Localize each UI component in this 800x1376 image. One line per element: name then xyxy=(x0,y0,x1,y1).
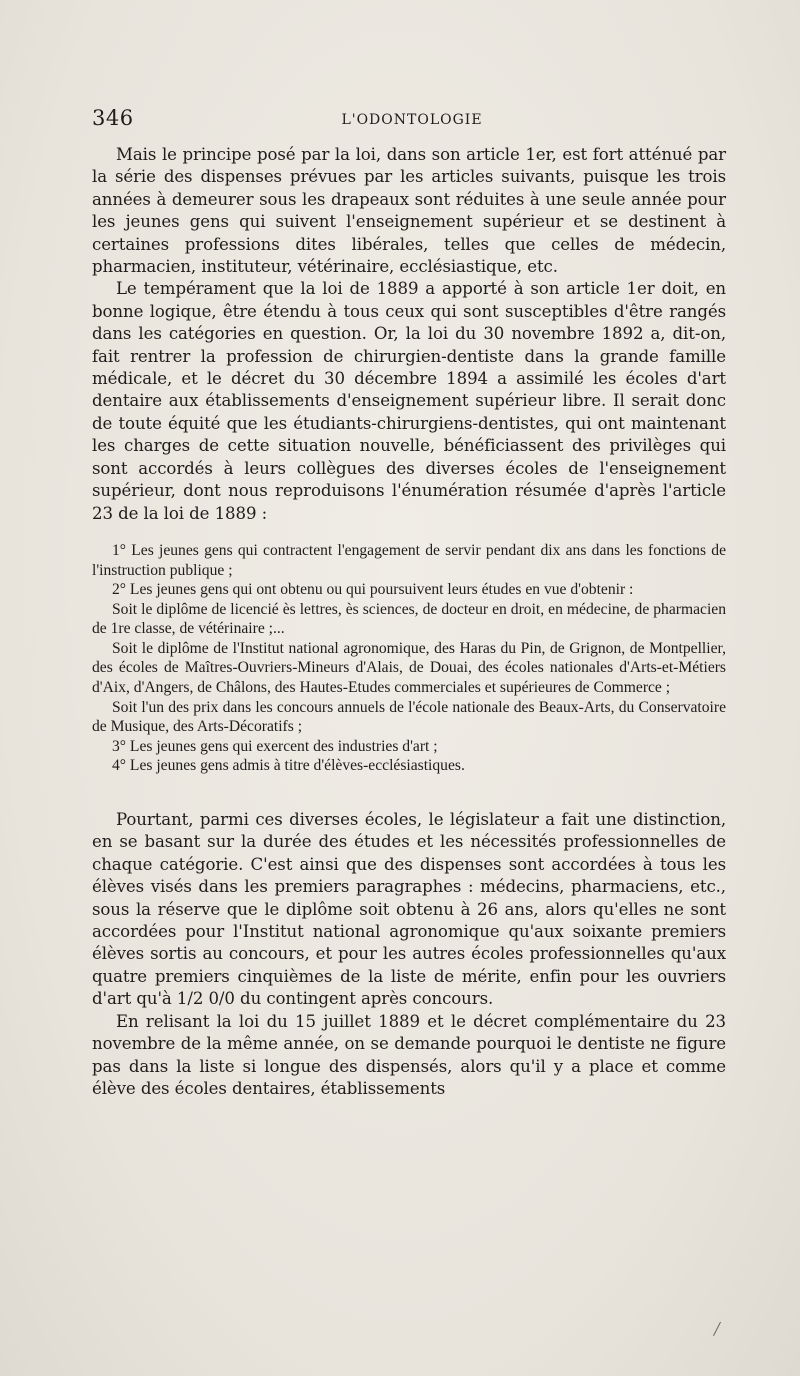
page-number: 346 xyxy=(92,106,134,130)
paragraph-temperament: Le tempérament que la loi de 1889 a apporté à son article 1er doit, en bonne logique, être étendu à tous ceux qui sont susceptibles d'être rangés dans les catégories en question. Or, la loi du 30 novembre 1892 a, dit-on, fait rentrer la profession de chirurgien-dentiste dans la grande famille médicale, et le décret du 30 décembre 1894 a assimilé les écoles d'art dentaire aux établissements d'enseignement supérieur libre. Il serait donc de toute équité que les étudiants-chirurgiens-dentistes, qui ont maintenant les charges de cette situation nouvelle, bénéficiassent des privilèges qui sont accordés à leurs collègues des diverses écoles de l'enseignement supérieur, dont nous reproduisons l'énumération résumée d'après l'article 23 de la loi de 1889 : xyxy=(92,279,726,523)
text-body xyxy=(92,144,726,1100)
paragraph-principle: Mais le principe posé par la loi, dans son article 1er, est fort atténué par la série des dispenses prévues par les articles suivants, puisque les trois années à demeurer sous les drapeaux sont réduites à une seule année pour les jeunes gens qui suivent l'enseignement supérieur et se destinent à certaines professions dites libérales, telles que celles de médecin, pharmacien, instituteur, vétérinaire, ecclésiastique, etc. xyxy=(92,145,726,277)
paragraph-relisant: En relisant la loi du 15 juillet 1889 et le décret complémentaire du 23 novembre de la même année, on se demande pourquoi le dentiste ne figure pas dans la liste si longue des dispensés, alors qu'il y a place et comme élève des écoles dentaires, établissements xyxy=(92,1011,726,1098)
enumeration-item: 4° Les jeunes gens admis à titre d'élèves-ecclésiastiques. xyxy=(112,757,465,775)
enumeration-item: 2° Les jeunes gens qui ont obtenu ou qui poursuivent leurs études en vue d'obtenir : xyxy=(112,581,634,599)
stray-pen-mark: / xyxy=(712,1315,722,1342)
enumeration-item: Soit l'un des prix dans les concours annuels de l'école nationale des Beaux-Arts, du Conservatoire de Musique, des Arts-Décoratifs ; xyxy=(92,698,726,736)
running-title: L'ODONTOLOGIE xyxy=(341,112,483,128)
enumeration-list xyxy=(92,541,726,776)
enumeration-item: Soit le diplôme de l'Institut national agronomique, des Haras du Pin, de Grignon, de Montpellier, des écoles de Maîtres-Ouvriers-Mineurs d'Alais, de Douai, des écoles nationales d'Arts-et-Métiers d'Aix, d'Angers, de Châlons, des Hautes-Etudes commerciales et supérieures de Commerce ; xyxy=(92,639,726,697)
paragraph-distinction: Pourtant, parmi ces diverses écoles, le législateur a fait une distinction, en se basant sur la durée des études et les nécessités professionnelles de chaque catégorie. C'est ainsi que des dispenses sont accordées à tous les élèves visés dans les premiers paragraphes : médecins, pharmaciens, etc., sous la réserve que le diplôme soit obtenu à 26 ans, alors qu'elles ne sont accordées pour l'Institut national agronomique qu'aux soixante premiers élèves sortis au concours, et pour les autres écoles professionnelles qu'aux quatre premiers cinquièmes de la liste de mérite, enfin pour les ouvriers d'art qu'à 1/2 0/0 du contingent après concours. xyxy=(92,810,726,1009)
page-header xyxy=(92,106,732,136)
enumeration-item: 1° Les jeunes gens qui contractent l'engagement de servir pendant dix ans dans les fonctions de l'instruction publique ; xyxy=(92,541,726,579)
enumeration-item: 3° Les jeunes gens qui exercent des industries d'art ; xyxy=(112,737,438,755)
enumeration-item: Soit le diplôme de licencié ès lettres, ès sciences, de docteur en droit, en médecine, de pharmacien de 1re classe, de vétérinaire ;... xyxy=(92,600,726,638)
